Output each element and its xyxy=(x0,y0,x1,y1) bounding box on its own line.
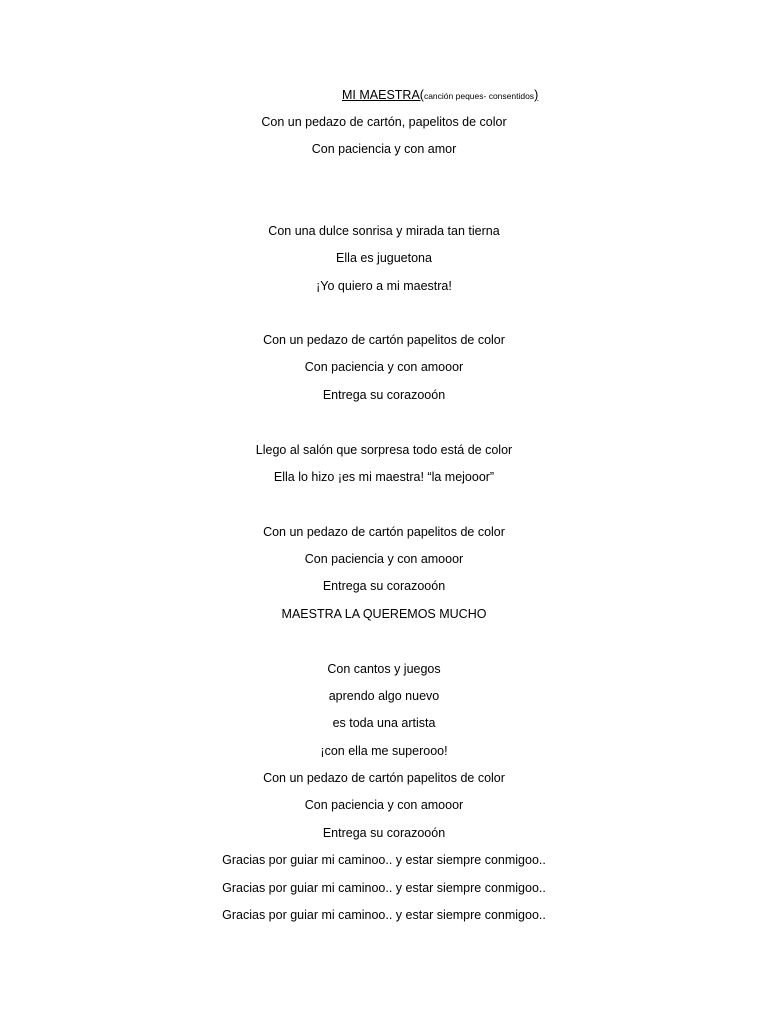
title-main: MI MAESTRA( xyxy=(342,88,424,102)
lyric-line: aprendo algo nuevo xyxy=(328,689,440,703)
lyric-line: Con paciencia y con amooor xyxy=(304,360,464,374)
lyric-line: Entrega su corazooón xyxy=(322,826,446,840)
lyric-line: Con un pedazo de cartón, papelitos de color xyxy=(261,115,507,129)
lyric-line: Con un pedazo de cartón papelitos de color xyxy=(263,333,505,347)
lyric-line: Ella es juguetona xyxy=(336,251,432,265)
lyric-line: Con un pedazo de cartón papelitos de color xyxy=(263,771,505,785)
lyric-line: Con paciencia y con amooor xyxy=(304,798,464,812)
lyric-line: Gracias por guiar mi caminoo.. y estar siempre conmigoo.. xyxy=(222,908,546,922)
lyric-line: ¡con ella me superooo! xyxy=(320,744,448,758)
lyric-line: ¡Yo quiero a mi maestra! xyxy=(316,279,452,293)
lyric-line: Entrega su corazooón xyxy=(322,388,446,402)
title-close: ) xyxy=(534,88,539,102)
lyric-line: Gracias por guiar mi caminoo.. y estar siempre conmigoo.. xyxy=(222,881,546,895)
title-subtitle: canción peques- consentidos xyxy=(423,91,535,101)
lyric-line: Con paciencia y con amor xyxy=(311,142,457,156)
lyric-line: es toda una artista xyxy=(332,716,436,730)
lyric-line: Entrega su corazooón xyxy=(322,579,446,593)
lyric-line: Con una dulce sonrisa y mirada tan tierna xyxy=(268,224,500,238)
lyric-line: Con cantos y juegos xyxy=(327,662,441,676)
song-title xyxy=(342,87,538,104)
lyric-line: MAESTRA LA QUEREMOS MUCHO xyxy=(281,607,487,621)
lyric-line: Llego al salón que sorpresa todo está de color xyxy=(255,443,513,457)
lyric-line: Con un pedazo de cartón papelitos de color xyxy=(263,525,505,539)
lyric-line: Ella lo hizo ¡es mi maestra! “la mejooor” xyxy=(273,470,495,484)
lyric-line: Con paciencia y con amooor xyxy=(304,552,464,566)
lyric-line: Gracias por guiar mi caminoo.. y estar siempre conmigoo.. xyxy=(222,853,546,867)
